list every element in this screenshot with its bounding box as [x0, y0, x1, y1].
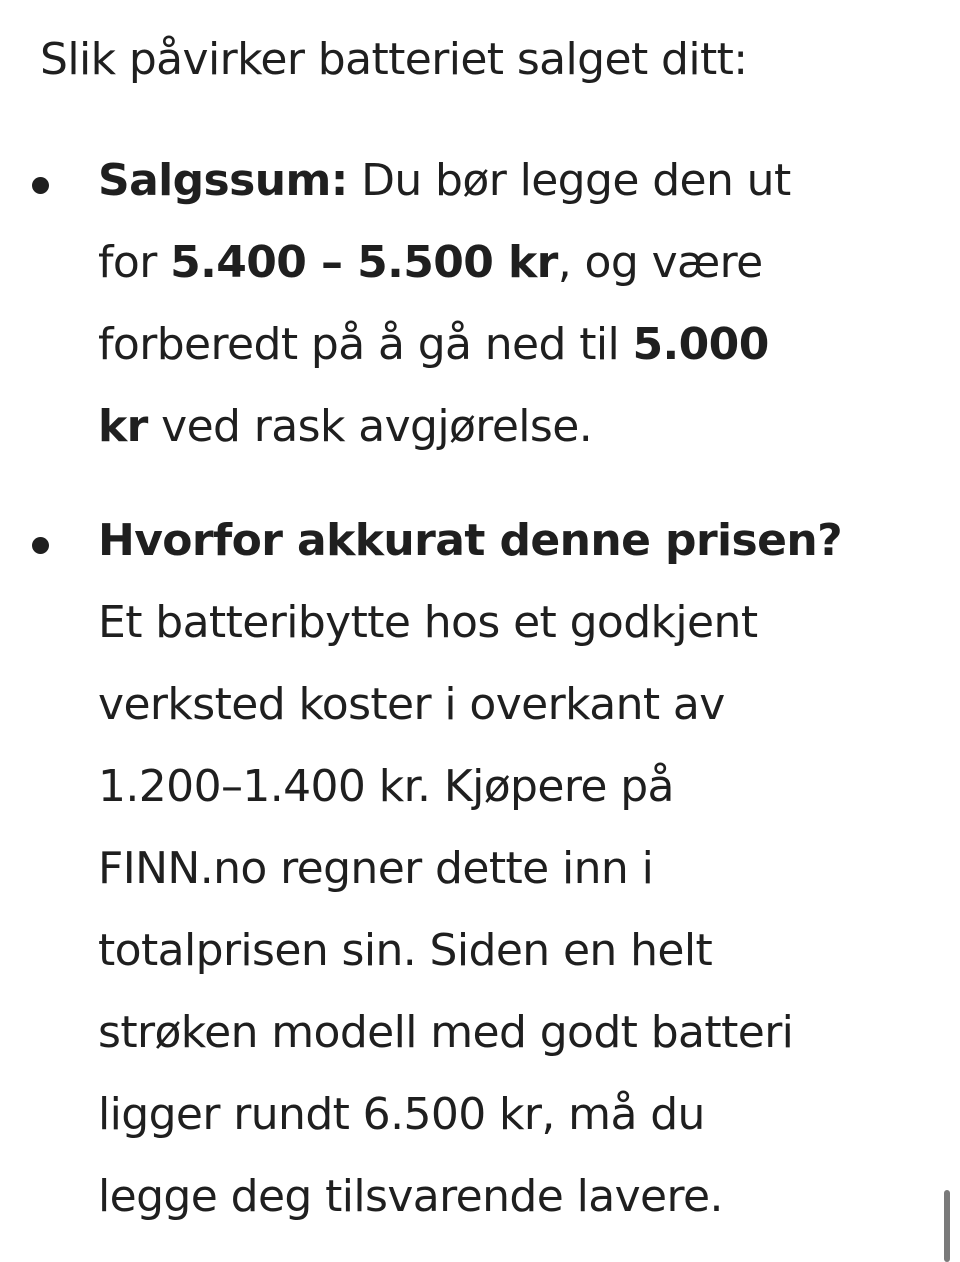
- bullet-dot-icon: [32, 537, 49, 554]
- text-line: Et batteribytte hos et godkjent: [98, 597, 758, 648]
- text-line: forberedt på å gå ned til 5.000: [98, 319, 769, 370]
- text-line: verksted koster i overkant av: [98, 679, 725, 730]
- bullet-dot-icon: [32, 177, 49, 194]
- text-line: ligger rundt 6.500 kr, må du: [98, 1089, 705, 1140]
- bullet-text: [98, 500, 928, 1238]
- bullet-label: Hvorfor akkurat denne prisen?: [98, 515, 843, 566]
- bullet-label: Salgssum:: [98, 155, 348, 206]
- min-price: 5.000: [632, 319, 769, 370]
- text-line: Salgssum: Du bør legge den ut: [98, 155, 791, 206]
- text-line: [98, 500, 928, 582]
- text-line: 1.200–1.400 kr. Kjøpere på: [98, 761, 674, 812]
- text-line: legge deg tilsvarende lavere.: [98, 1171, 723, 1222]
- min-price-unit: kr: [98, 401, 148, 452]
- intro-text: Slik påvirker batteriet salget ditt:: [40, 34, 748, 85]
- scrollbar-thumb[interactable]: [944, 1190, 950, 1262]
- bullet-text: [98, 140, 928, 468]
- text-line: kr ved rask avgjørelse.: [98, 401, 593, 452]
- text-line: strøken modell med godt batteri: [98, 1007, 794, 1058]
- price-range: 5.400 – 5.500 kr: [170, 237, 558, 288]
- text-line: totalprisen sin. Siden en helt: [98, 925, 713, 976]
- text-line: FINN.no regner dette inn i: [98, 843, 654, 894]
- text-line: for 5.400 – 5.500 kr, og være: [98, 237, 763, 288]
